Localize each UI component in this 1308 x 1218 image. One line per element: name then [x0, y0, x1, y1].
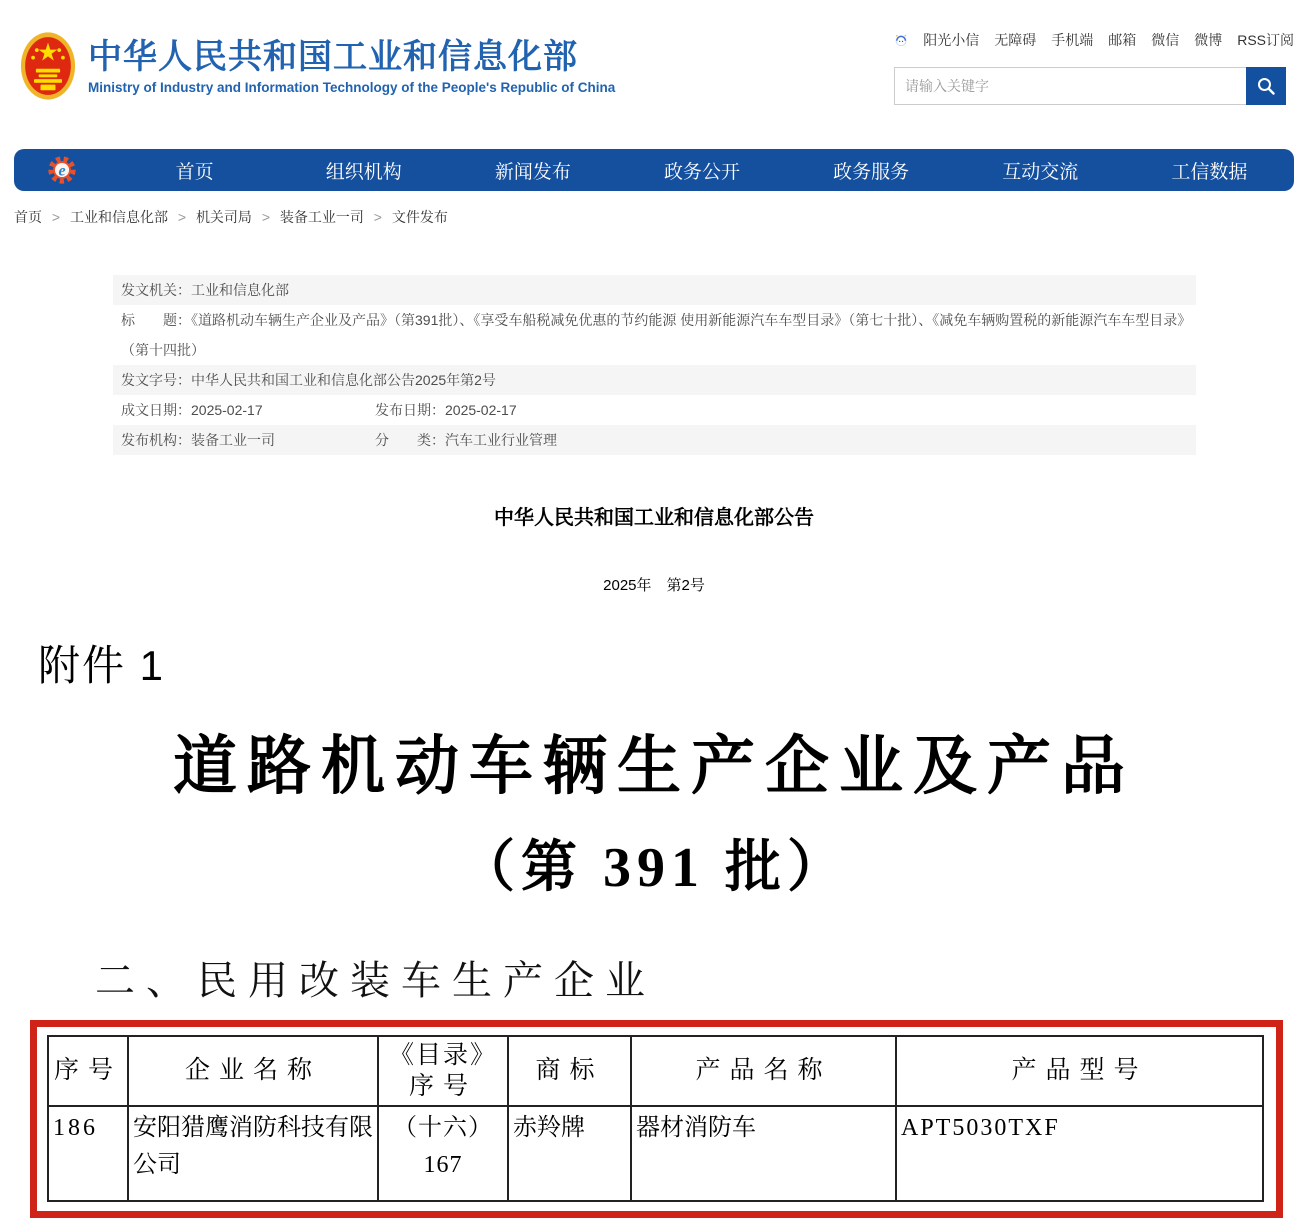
link-accessibility[interactable]: 无障碍: [994, 32, 1037, 48]
meta-label: 发文机关：: [121, 282, 191, 298]
breadcrumb-equip-dept[interactable]: 装备工业一司: [279, 209, 364, 225]
link-yangguangxiaoxin[interactable]: 阳光小信: [923, 32, 980, 48]
gear-e-logo-icon: [46, 154, 78, 186]
link-rss[interactable]: RSS订阅: [1237, 32, 1294, 48]
cell-trademark: 赤羚牌: [508, 1106, 631, 1201]
meta-row-dates: [113, 395, 1196, 425]
doc-section-heading: 二、民用改装车生产企业: [95, 959, 656, 1003]
meta-label: 标 题：: [121, 312, 191, 328]
site-title-block: [88, 37, 615, 96]
meta-label: 分 类：: [375, 432, 445, 448]
breadcrumb-separator: >: [373, 209, 382, 225]
meta-value: 2025-02-17: [445, 402, 517, 418]
header-catalog-line1: 《目录》: [388, 1041, 497, 1069]
breadcrumb: [14, 207, 1308, 227]
meta-value: 《道路机动车辆生产企业及产品》（第391批）、《享受车船税减免优惠的节约能源 使用新能源汽车车型目录》（第七十批）、《减免车辆购置税的新能源汽车车型目录》（第十四批）: [121, 312, 1192, 358]
meta-label: 发布机构：: [121, 432, 191, 448]
header-product-model: 产品型号: [896, 1036, 1263, 1106]
meta-row-doc-number: [113, 365, 1196, 395]
nav-item-news[interactable]: 新闻发布: [494, 161, 571, 183]
link-weibo[interactable]: 微博: [1194, 32, 1223, 48]
site-brand[interactable]: [20, 30, 615, 102]
cell-product-model: APT5030TXF: [896, 1106, 1263, 1201]
breadcrumb-separator: >: [177, 209, 187, 225]
nav-logo[interactable]: [14, 154, 110, 186]
meta-label: 发文字号：: [121, 372, 191, 388]
meta-value: 2025-02-17: [191, 402, 263, 418]
meta-value: 中华人民共和国工业和信息化部公告2025年第2号: [191, 372, 496, 388]
link-wechat[interactable]: 微信: [1151, 32, 1180, 48]
meta-date-published: [375, 402, 517, 418]
link-mobile[interactable]: 手机端: [1051, 32, 1094, 48]
nav-item-interaction[interactable]: 互动交流: [1002, 161, 1079, 183]
search-bar: [894, 67, 1286, 105]
cell-product-name: 器材消防车: [631, 1106, 896, 1201]
meta-label: 成文日期：: [121, 402, 191, 418]
utility-links: [894, 30, 1294, 50]
nav-item-data[interactable]: 工信数据: [1171, 161, 1248, 183]
cell-seq-no: 186: [48, 1106, 128, 1201]
meta-row-publisher: [113, 425, 1196, 455]
meta-value: 装备工业一司: [191, 432, 275, 448]
breadcrumb-miit[interactable]: 工业和信息化部: [69, 209, 168, 225]
mascot-icon: [894, 31, 908, 49]
site-title-cn: 中华人民共和国工业和信息化部: [88, 37, 578, 76]
site-title-en: Ministry of Industry and Information Technology of the People's Republic of China: [88, 80, 616, 96]
meta-publisher: [121, 425, 375, 455]
header-utilities: [894, 30, 1294, 105]
breadcrumb-home[interactable]: 首页: [14, 209, 42, 225]
highlight-red-frame: [30, 1020, 1283, 1218]
nav-item-home[interactable]: 首页: [175, 161, 214, 183]
header-catalog-line2: 序号: [408, 1073, 477, 1100]
announcement-issue-number: 2025年 第2号: [603, 577, 705, 594]
meta-label: 发布日期：: [375, 402, 445, 418]
cell-company-name: 安阳猎鹰消防科技有限公司: [128, 1106, 378, 1201]
search-icon: [1256, 76, 1276, 96]
manufacturer-table: [47, 1035, 1264, 1202]
doc-title-line1: 道路机动车辆生产企业及产品: [173, 731, 1135, 802]
meta-row-issuing-org: [113, 275, 1196, 305]
main-nav: [14, 149, 1294, 191]
national-emblem-icon: [20, 30, 76, 102]
meta-category: [375, 432, 557, 448]
search-input[interactable]: [894, 67, 1246, 105]
attachment-label: 附件 1: [38, 642, 166, 689]
nav-item-org[interactable]: 组织机构: [325, 161, 402, 183]
header-company-name: 企业名称: [128, 1036, 378, 1106]
table-row: [48, 1106, 1263, 1201]
header-catalog-no: [378, 1036, 508, 1106]
meta-row-title: [113, 305, 1196, 365]
meta-value: 工业和信息化部: [191, 282, 289, 298]
announcement-title: 中华人民共和国工业和信息化部公告: [494, 507, 814, 529]
breadcrumb-separator: >: [261, 209, 271, 225]
breadcrumb-depts[interactable]: 机关司局: [195, 209, 252, 225]
nav-item-gov-open[interactable]: 政务公开: [663, 161, 740, 183]
breadcrumb-doc-release[interactable]: 文件发布: [391, 209, 448, 225]
doc-title-line2: （第 391 批）: [459, 837, 849, 899]
document-meta: [113, 275, 1196, 455]
meta-date-written: [121, 395, 375, 425]
site-header: [0, 0, 1308, 145]
nav-item-gov-service[interactable]: 政务服务: [833, 161, 910, 183]
breadcrumb-separator: >: [51, 209, 61, 225]
cell-catalog-no: （十六）167: [378, 1106, 508, 1201]
meta-value: 汽车工业行业管理: [445, 432, 557, 448]
search-button[interactable]: [1246, 67, 1286, 105]
svg-text:e: e: [58, 162, 66, 180]
link-mail[interactable]: 邮箱: [1108, 32, 1137, 48]
header-seq-no: 序号: [48, 1036, 128, 1106]
header-product-name: 产品名称: [631, 1036, 896, 1106]
header-trademark: 商标: [508, 1036, 631, 1106]
table-header-row: [48, 1036, 1263, 1106]
